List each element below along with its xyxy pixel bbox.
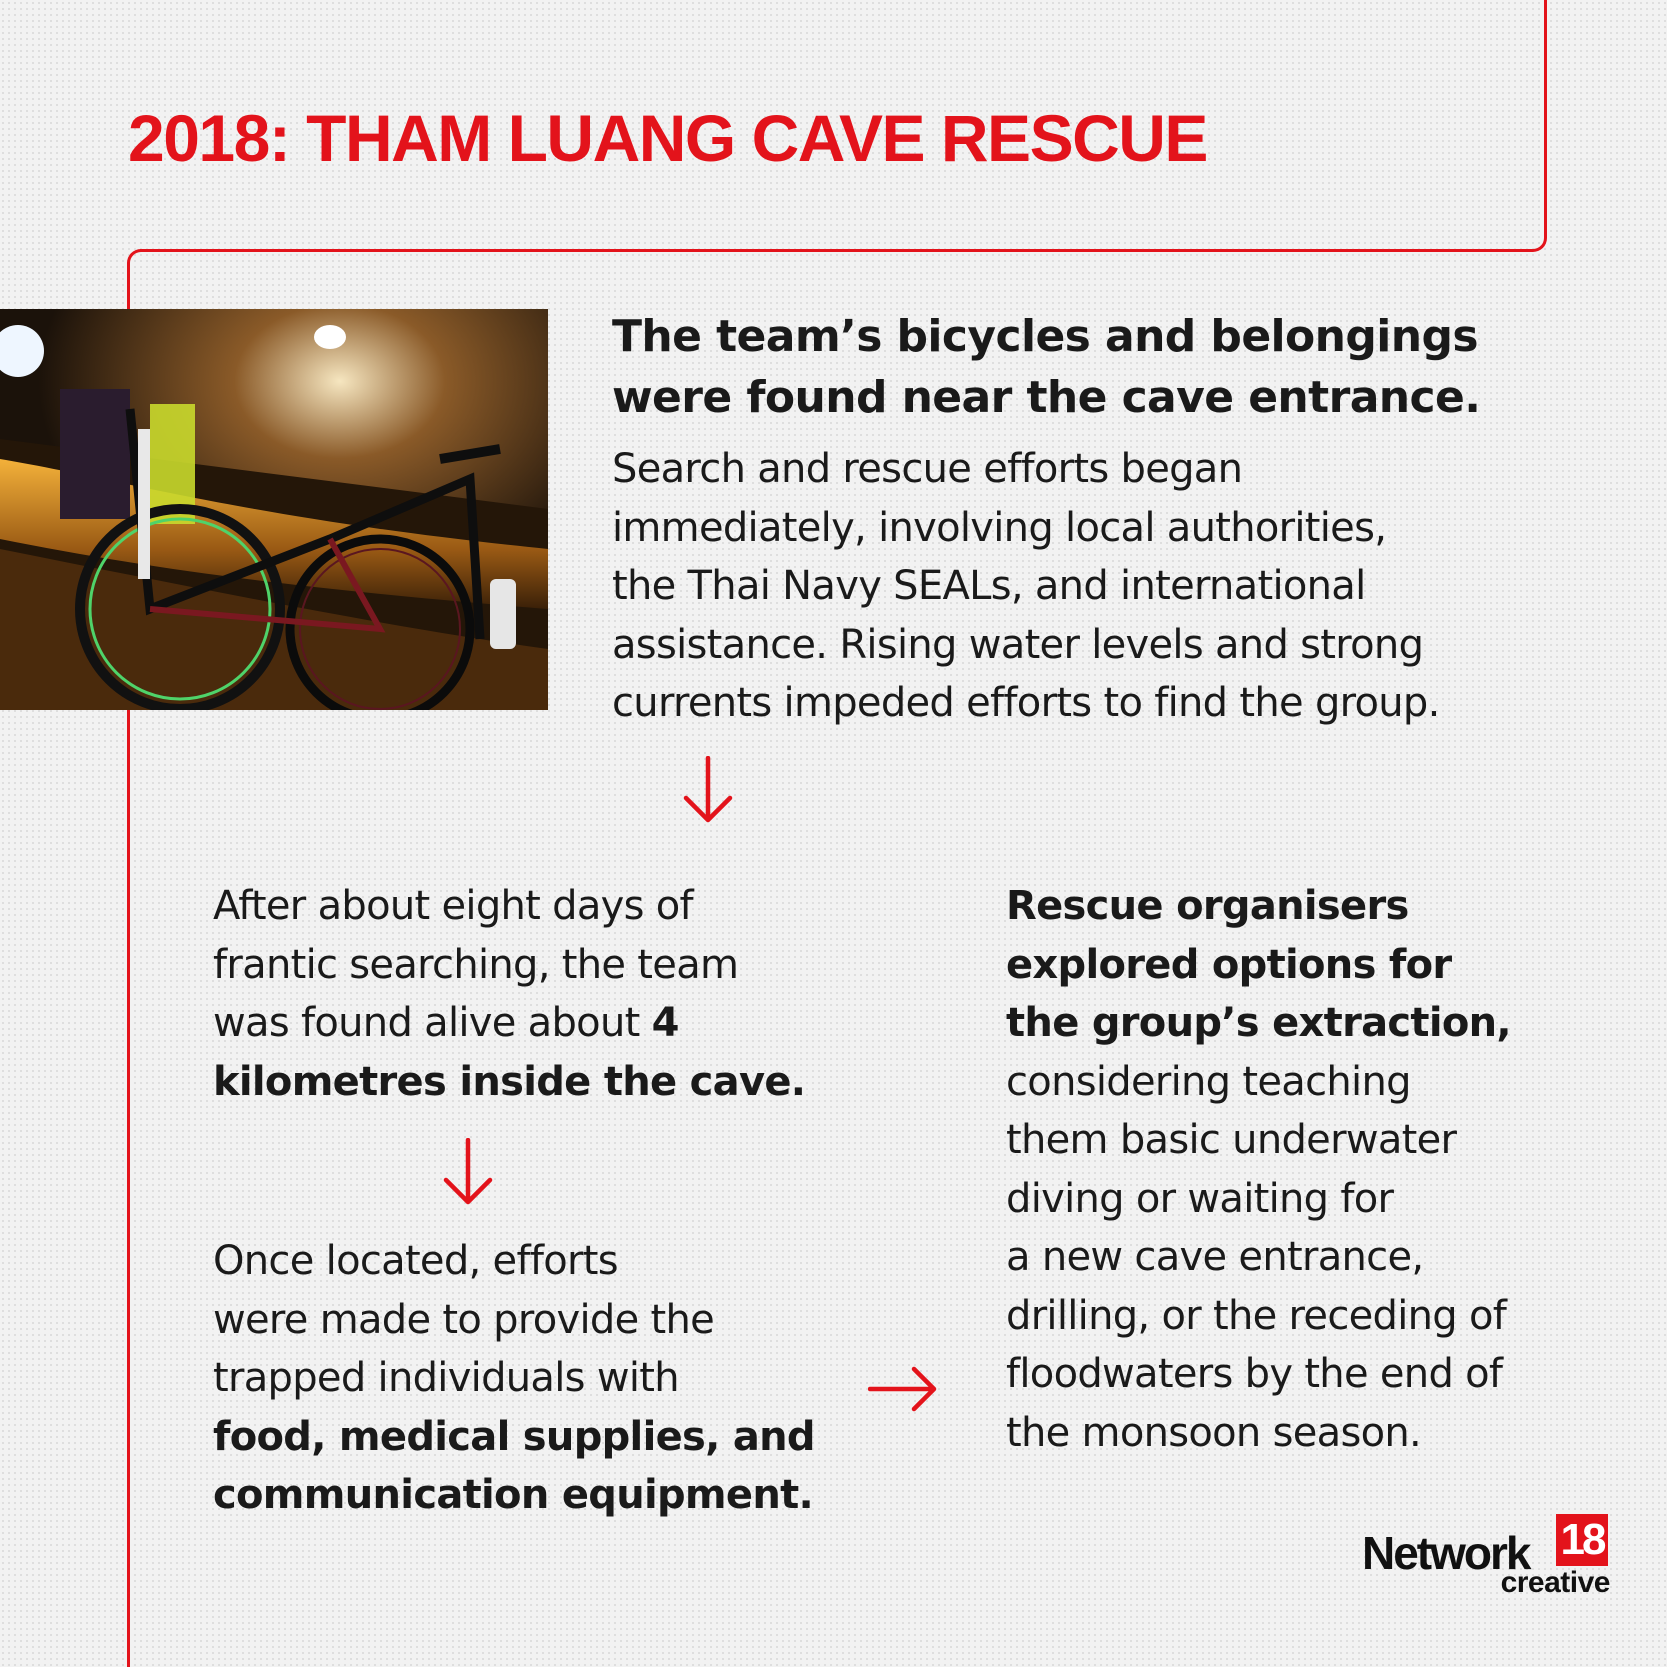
body-line: Search and rescue efforts began — [612, 446, 1243, 492]
section-heading — [612, 306, 1512, 428]
logo-number-badge: 18 — [1556, 1514, 1608, 1566]
logo-network-text: Network — [1362, 1527, 1530, 1579]
body-line: diving or waiting for — [1006, 1175, 1394, 1222]
arrow-down-icon — [682, 756, 734, 824]
body-line: drilling, or the receding of — [1006, 1292, 1507, 1339]
body-line: trapped individuals with — [213, 1355, 679, 1401]
body-line: considering teaching — [1006, 1058, 1411, 1105]
body-line-bold: kilometres inside the cave. — [213, 1058, 806, 1105]
supplies-paragraph — [213, 1232, 853, 1525]
logo-creative-text: creative — [1500, 1566, 1610, 1599]
body-line: currents impeded efforts to find the group. — [612, 680, 1440, 726]
cave-bicycles-photo — [0, 309, 548, 710]
section-heading-line-2: were found near the cave entrance. — [612, 372, 1481, 423]
body-line: a new cave entrance, — [1006, 1234, 1424, 1280]
body-line: frantic searching, the team — [213, 941, 739, 988]
distance-number: 4 — [651, 1000, 679, 1046]
extraction-options-paragraph — [1006, 877, 1606, 1462]
body-line: After about eight days of — [213, 883, 693, 929]
found-alive-paragraph — [213, 877, 853, 1111]
body-line: immediately, involving local authorities, — [612, 504, 1387, 551]
body-line-bold: food, medical supplies, and — [213, 1413, 815, 1460]
search-paragraph — [612, 440, 1592, 733]
section-heading-line-1: The team’s bicycles and belongings — [612, 311, 1478, 362]
body-line: the monsoon season. — [1006, 1409, 1422, 1456]
body-line: were made to provide the — [213, 1296, 715, 1343]
frame-line-top — [140, 249, 1532, 252]
body-line-bold: explored options for — [1006, 941, 1452, 988]
body-line: them basic underwater — [1006, 1117, 1457, 1163]
body-line: assistance. Rising water levels and strong — [612, 621, 1424, 668]
page-title: 2018: THAM LUANG CAVE RESCUE — [128, 101, 1207, 175]
body-line-bold: the group’s extraction, — [1006, 1000, 1511, 1046]
frame-corner-right — [1532, 236, 1547, 252]
arrow-down-icon — [442, 1138, 494, 1206]
body-line-bold: Rescue organisers — [1006, 883, 1409, 929]
frame-corner-left — [127, 249, 142, 265]
body-line-bold: communication equipment. — [213, 1472, 814, 1518]
body-line: was found alive about — [213, 1000, 652, 1046]
body-line: the Thai Navy SEALs, and international — [612, 563, 1366, 609]
network18-creative-logo — [1362, 1512, 1612, 1602]
body-line: floodwaters by the end of — [1006, 1351, 1503, 1397]
arrow-right-icon — [868, 1364, 940, 1414]
frame-line-right — [1544, 0, 1547, 236]
body-line: Once located, efforts — [213, 1238, 618, 1284]
